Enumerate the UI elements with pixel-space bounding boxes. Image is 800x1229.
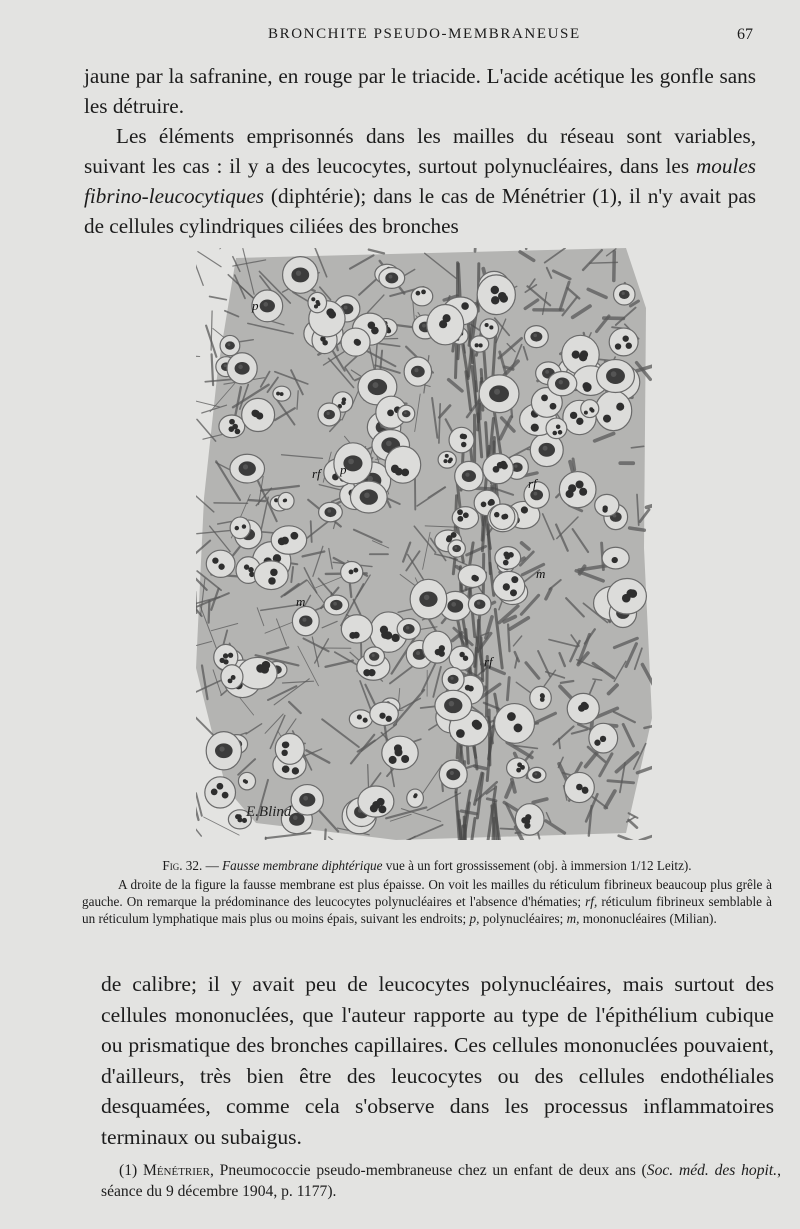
cell-nucleus-lobe bbox=[570, 412, 577, 419]
cell-nucleus-lobe bbox=[521, 506, 528, 513]
cell-nucleus-lobe bbox=[503, 583, 510, 590]
cell-nucleus-lobe bbox=[615, 343, 621, 349]
cell-nucleus-lobe bbox=[582, 787, 589, 794]
cell-nucleus-lobe bbox=[579, 488, 587, 496]
cell-nucleolus bbox=[534, 773, 537, 776]
cell-nucleus-lobe bbox=[451, 532, 457, 538]
cell bbox=[423, 631, 452, 663]
cell-nucleus-lobe bbox=[232, 424, 238, 430]
cell-nucleus-lobe bbox=[540, 697, 545, 702]
cell-nucleus-lobe bbox=[401, 468, 409, 476]
caption-body-text: réticulum fibrineux semblable à un réticulum lymphatique mais plus ou moins épais, suivant les endroits; bbox=[82, 894, 772, 926]
cell-nucleus-lobe bbox=[475, 343, 479, 347]
page-number: 67 bbox=[737, 26, 753, 43]
footnote-text: , Pneumococcie pseudo-membraneuse chez un enfant de deux ans ( bbox=[209, 1162, 647, 1179]
cell-nucleolus bbox=[465, 473, 469, 477]
cell-nucleus-lobe bbox=[270, 569, 277, 576]
caption-title-rest: vue à un fort grossissement (obj. à immersion 1/12 Leitz). bbox=[382, 858, 692, 873]
cell-nucleolus bbox=[454, 546, 457, 549]
cell-nucleus-lobe bbox=[218, 564, 224, 570]
cell-nucleolus bbox=[494, 389, 500, 395]
cell-nucleus-lobe bbox=[377, 798, 385, 806]
paragraph-2-text-b: (diphtérie); dans le cas de Ménétrier (1), il n'y avait pas de cellules cylindriques ciliées des bronches bbox=[84, 184, 756, 238]
fibrin-strand bbox=[501, 829, 514, 830]
fibrin-strand bbox=[196, 355, 200, 356]
cell-nucleus-lobe bbox=[541, 394, 548, 401]
cell-nucleolus bbox=[514, 464, 517, 467]
cell-nucleus-lobe bbox=[500, 294, 508, 302]
cell-nucleolus bbox=[386, 441, 392, 447]
cell-nucleus-lobe bbox=[228, 678, 233, 683]
paragraph-2-emphasis: moules fibrino-leucocytiques bbox=[84, 154, 756, 208]
cell-nucleolus bbox=[372, 654, 375, 657]
cell-nucleus-lobe bbox=[443, 459, 447, 463]
fibrin-strand bbox=[507, 678, 509, 700]
cell-nucleus-lobe bbox=[314, 304, 318, 308]
cell-nucleus-lobe bbox=[540, 693, 545, 698]
cell-nucleus-lobe bbox=[251, 410, 258, 417]
cell bbox=[230, 517, 250, 539]
cell-nucleus-lobe bbox=[457, 516, 463, 522]
figure-label-rf: rf bbox=[528, 476, 537, 491]
micrograph-illustration bbox=[196, 248, 652, 840]
cell bbox=[477, 275, 515, 315]
cell-nucleus-lobe bbox=[211, 788, 218, 795]
cell-nucleus-lobe bbox=[235, 526, 239, 530]
cell-nucleus-lobe bbox=[603, 415, 611, 423]
cell-nucleus-lobe bbox=[500, 461, 507, 468]
cell-nucleus-lobe bbox=[461, 442, 466, 447]
cell-nucleus-lobe bbox=[576, 784, 583, 791]
cell-nucleus-lobe bbox=[623, 335, 629, 341]
fibrin-strand bbox=[369, 250, 384, 254]
cell bbox=[530, 686, 551, 709]
fibrin-strand bbox=[220, 248, 249, 249]
caption-body bbox=[82, 876, 772, 927]
fibrin-strand bbox=[368, 765, 369, 788]
cell bbox=[275, 734, 304, 765]
fibrin-band-strand bbox=[481, 638, 483, 681]
paragraph-2-text-a: Les éléments emprisonnés dans les mailles du réseau sont variables, suivant les cas : il y a des leucocytes, surtout polynucléaires, dans les bbox=[84, 124, 756, 178]
cell-nucleolus bbox=[293, 815, 298, 820]
cell-nucleolus bbox=[327, 509, 331, 513]
cell-nucleus-lobe bbox=[516, 768, 521, 773]
cell-nucleus-lobe bbox=[459, 652, 464, 657]
fibrin-strand bbox=[329, 837, 341, 840]
fibrin-strand bbox=[647, 502, 652, 507]
cell-nucleus-lobe bbox=[489, 325, 493, 329]
figure-label-rf: rf bbox=[484, 654, 493, 669]
cell-nucleus-lobe bbox=[468, 686, 474, 692]
paragraph-2 bbox=[84, 121, 756, 241]
cell-nucleus-lobe bbox=[481, 502, 487, 508]
cell-nucleus-lobe bbox=[552, 431, 557, 436]
cell-nucleolus bbox=[227, 343, 230, 346]
cell-nucleus-lobe bbox=[349, 569, 354, 574]
cell-nucleolus bbox=[326, 412, 329, 415]
cell-nucleolus bbox=[238, 365, 243, 370]
cell-nucleus-lobe bbox=[341, 401, 345, 405]
paragraph-3: de calibre; il y avait peu de leucocytes polynucléaires, mais surtout des cellules mononuclées, que l'auteur rapporte au type de l'épithélium cubique ou prismatique des bronches capillaires. Ces cellules mononuclées pouvaient, d'ailleurs, très bien être des leucocytes ou des cellules endothéliales desquamées, comme cela s'observe dans les processus inflammatoires terminaux ou subaigus. bbox=[101, 972, 774, 1149]
cell-nucleus-lobe bbox=[460, 434, 465, 439]
cell-nucleus-lobe bbox=[316, 300, 320, 304]
cell-nucleus-lobe bbox=[471, 575, 477, 581]
cell-nucleus-lobe bbox=[524, 818, 530, 824]
cell-nucleus-lobe bbox=[243, 779, 247, 783]
cell-nucleus-lobe bbox=[489, 500, 495, 506]
cell-nucleus-lobe bbox=[387, 409, 394, 416]
cell-nucleus-lobe bbox=[582, 382, 590, 390]
cell-nucleus-lobe bbox=[242, 524, 246, 528]
cell bbox=[595, 391, 631, 431]
cell-nucleus-lobe bbox=[568, 484, 576, 492]
cell-nucleus-lobe bbox=[292, 767, 299, 774]
cell-nucleus-lobe bbox=[457, 509, 463, 515]
cell bbox=[385, 446, 421, 483]
fibrin-strand bbox=[630, 528, 645, 530]
cell-nucleus-lobe bbox=[463, 512, 469, 518]
cell-nucleolus bbox=[333, 602, 337, 606]
fibrin-strand bbox=[614, 252, 615, 281]
cell-nucleus-lobe bbox=[582, 703, 589, 710]
cell-nucleus-lobe bbox=[379, 713, 385, 719]
cell-nucleus-lobe bbox=[401, 755, 409, 763]
cell-nucleus-lobe bbox=[445, 454, 449, 458]
cell-nucleus-lobe bbox=[479, 343, 483, 347]
cell-nucleus-lobe bbox=[600, 736, 606, 742]
fibrin-band-strand bbox=[489, 710, 490, 765]
cell-nucleus-lobe bbox=[507, 712, 516, 721]
cell-nucleolus bbox=[477, 601, 480, 604]
cell-nucleus-lobe bbox=[391, 465, 399, 473]
cell-nucleus-lobe bbox=[353, 568, 358, 573]
cell-nucleus-lobe bbox=[491, 286, 499, 294]
cell-nucleolus bbox=[364, 492, 370, 498]
cell-nucleus-lobe bbox=[550, 403, 557, 410]
cell-nucleus-lobe bbox=[256, 664, 265, 673]
cell bbox=[595, 494, 619, 516]
cell-nucleolus bbox=[344, 306, 348, 310]
cell-nucleolus bbox=[543, 446, 548, 451]
caption-title-emphasis: Fausse membrane diphtérique bbox=[222, 858, 383, 873]
figure-caption bbox=[82, 857, 772, 927]
cell-nucleus-lobe bbox=[328, 311, 336, 319]
cell-nucleus-lobe bbox=[556, 424, 561, 429]
cell bbox=[438, 451, 456, 468]
fibrin-strand bbox=[266, 833, 311, 838]
cell-nucleus-lobe bbox=[386, 716, 392, 722]
cell bbox=[449, 646, 474, 670]
footnote-marker: (1) bbox=[119, 1162, 143, 1179]
fibrin-strand bbox=[311, 521, 312, 542]
fibrin-strand bbox=[640, 836, 652, 840]
cell-nucleus-lobe bbox=[531, 424, 539, 432]
caption-body-text: polynucléaires; bbox=[479, 911, 567, 926]
cell-nucleus-lobe bbox=[514, 724, 523, 733]
cell-nucleus-lobe bbox=[357, 715, 362, 720]
cell-nucleus-lobe bbox=[378, 805, 386, 813]
cell-nucleolus bbox=[534, 492, 538, 496]
cell-nucleolus bbox=[406, 626, 410, 630]
cell-nucleolus bbox=[296, 271, 301, 276]
fibrin-strand bbox=[210, 297, 227, 300]
cell-nucleus-lobe bbox=[322, 340, 328, 346]
cell-nucleolus bbox=[404, 412, 407, 415]
cell-nucleus-lobe bbox=[602, 507, 607, 512]
cell bbox=[480, 319, 499, 339]
cell bbox=[411, 287, 432, 306]
cell-nucleus-lobe bbox=[485, 323, 489, 327]
cell-nucleus-lobe bbox=[248, 567, 253, 572]
cell-nucleus-lobe bbox=[511, 576, 518, 583]
footnote-journal: Soc. méd. des hopit. bbox=[646, 1162, 778, 1179]
cell-nucleus-lobe bbox=[616, 403, 624, 411]
cell-nucleus-lobe bbox=[283, 742, 289, 748]
cell-nucleus-lobe bbox=[461, 302, 469, 310]
cell-nucleus-lobe bbox=[355, 339, 361, 345]
cell-nucleus-lobe bbox=[449, 457, 453, 461]
cell-nucleus-lobe bbox=[212, 557, 218, 563]
fibrin-strand bbox=[249, 500, 265, 501]
cell-nucleus-lobe bbox=[456, 729, 465, 738]
artist-signature: E.Blind bbox=[246, 804, 292, 820]
figure-label-p: p bbox=[252, 298, 259, 313]
footnote-text: , séance du 9 décembre 1904, p. 1177). bbox=[101, 1162, 781, 1200]
running-head bbox=[0, 26, 800, 46]
cell-nucleus-lobe bbox=[395, 748, 403, 756]
cell-nucleus-lobe bbox=[413, 795, 417, 799]
cell-nucleolus bbox=[302, 618, 306, 622]
cell-nucleolus bbox=[451, 602, 456, 607]
cell-nucleus-lobe bbox=[223, 653, 228, 658]
cell-nucleolus bbox=[219, 746, 224, 751]
cell-nucleus-lobe bbox=[576, 418, 583, 425]
cell-nucleus-lobe bbox=[281, 750, 287, 756]
cell-nucleolus bbox=[389, 275, 393, 279]
cell-nucleus-lobe bbox=[594, 740, 600, 746]
cell-nucleus-lobe bbox=[584, 411, 588, 415]
cell-nucleus-lobe bbox=[268, 577, 275, 584]
cell-nucleus-lobe bbox=[282, 766, 289, 773]
cell bbox=[205, 777, 236, 808]
caption-p-key: p, bbox=[469, 911, 480, 926]
cell-nucleus-lobe bbox=[627, 589, 636, 598]
cell-nucleolus bbox=[559, 380, 563, 384]
figure-label-m: m bbox=[536, 566, 546, 581]
cell-nucleus-lobe bbox=[493, 466, 500, 473]
cell bbox=[341, 615, 372, 643]
cell-nucleus-lobe bbox=[494, 512, 499, 517]
fibrin-strand bbox=[196, 260, 203, 285]
cell-nucleus-lobe bbox=[503, 560, 509, 566]
figure-label-rf: rf bbox=[312, 466, 321, 481]
cell-nucleolus bbox=[533, 334, 537, 338]
caption-body-text: mononucléaires (Milian). bbox=[579, 911, 717, 926]
cell-nucleolus bbox=[450, 771, 454, 775]
cell-nucleolus bbox=[373, 382, 379, 388]
figure-label-p: p bbox=[340, 462, 347, 477]
cell-nucleus-lobe bbox=[472, 720, 481, 729]
micrograph-figure bbox=[196, 248, 652, 840]
cell bbox=[271, 526, 306, 554]
cell-nucleus-lobe bbox=[491, 296, 499, 304]
fibrin-strand bbox=[619, 836, 640, 840]
fibrin-strand bbox=[325, 830, 326, 841]
cell-nucleus-lobe bbox=[370, 805, 378, 813]
cell-nucleus-lobe bbox=[416, 291, 421, 296]
cell-nucleolus bbox=[545, 370, 549, 374]
cell-nucleus-lobe bbox=[349, 632, 356, 639]
cell-nucleus-lobe bbox=[229, 419, 235, 425]
cell-nucleolus bbox=[303, 796, 308, 801]
cell-nucleolus bbox=[416, 651, 420, 655]
cell-nucleus-lobe bbox=[283, 499, 287, 503]
cell-nucleolus bbox=[414, 368, 418, 372]
cell-nucleus-lobe bbox=[612, 557, 618, 563]
cell-nucleus-lobe bbox=[501, 514, 506, 519]
figure-label-m: m bbox=[296, 594, 306, 609]
cell-nucleus-lobe bbox=[421, 290, 426, 295]
cell-nucleolus bbox=[622, 292, 625, 295]
cell-nucleus-lobe bbox=[558, 430, 563, 435]
paragraph-1: jaune par la safranine, en rouge par le triacide. L'acide acétique les gonfle sans les détruire. bbox=[84, 64, 756, 118]
cell-nucleolus bbox=[263, 302, 268, 307]
fibrin-strand bbox=[198, 252, 221, 267]
cell-nucleus-lobe bbox=[222, 792, 229, 799]
cell bbox=[546, 418, 567, 439]
running-title: BRONCHITE PSEUDO-MEMBRANEUSE bbox=[268, 26, 581, 42]
cell-nucleus-lobe bbox=[572, 351, 580, 359]
cell-nucleolus bbox=[422, 324, 426, 328]
cell bbox=[449, 427, 474, 452]
cell-nucleus-lobe bbox=[217, 783, 224, 790]
fibrin-strand bbox=[475, 248, 476, 251]
cell-nucleus-lobe bbox=[576, 480, 584, 488]
cell-nucleolus bbox=[611, 371, 617, 377]
cell-nucleus-lobe bbox=[363, 669, 370, 676]
cell bbox=[238, 657, 277, 689]
cell-nucleus-lobe bbox=[280, 392, 284, 396]
caption-dash: — bbox=[202, 858, 223, 873]
cell-nucleus-lobe bbox=[278, 537, 286, 545]
caption-body-text: A droite de la figure la fausse membrane est plus épaisse. On voit les mailles du réticulum fibrineux beaucoup plus grêle à gauche. On remarque la prédominance des leucocytes polynucléaires et l'absence d'hématies; bbox=[82, 877, 772, 909]
cell bbox=[559, 472, 596, 508]
cell-nucleolus bbox=[450, 677, 453, 680]
cell-nucleus-lobe bbox=[580, 350, 588, 358]
figure-number: Fig. 32. bbox=[162, 858, 203, 873]
cell-nucleolus bbox=[348, 459, 354, 465]
cell-nucleus-lobe bbox=[290, 532, 298, 540]
cell-nucleus-lobe bbox=[235, 429, 241, 435]
fibrin-strand bbox=[212, 354, 214, 385]
cell-nucleus-lobe bbox=[384, 631, 392, 639]
cell-nucleolus bbox=[224, 364, 227, 367]
cell-nucleus-lobe bbox=[626, 343, 632, 349]
cell-nucleolus bbox=[449, 701, 455, 707]
cell-nucleus-lobe bbox=[589, 407, 593, 411]
cell-nucleus-lobe bbox=[363, 718, 368, 723]
cell-nucleus-lobe bbox=[235, 814, 240, 819]
cell-nucleus-lobe bbox=[368, 321, 376, 329]
cell-nucleolus bbox=[424, 595, 429, 600]
cell-nucleus-lobe bbox=[391, 634, 399, 642]
cell-nucleus-lobe bbox=[510, 589, 517, 596]
cell-nucleus-lobe bbox=[276, 392, 280, 396]
cell-nucleus-lobe bbox=[438, 650, 444, 656]
fibrin-strand bbox=[629, 820, 637, 828]
cell bbox=[609, 328, 638, 356]
fibrin-strand bbox=[196, 820, 201, 836]
cell bbox=[495, 704, 535, 744]
caption-title bbox=[82, 857, 772, 874]
caption-rf-key: rf, bbox=[585, 894, 598, 909]
cell-nucleus-lobe bbox=[228, 653, 233, 658]
footnote-author: Ménétrier bbox=[142, 1162, 210, 1179]
caption-m-key: m, bbox=[566, 911, 580, 926]
fibrin-strand bbox=[209, 601, 210, 623]
cell-nucleus-lobe bbox=[443, 314, 451, 322]
cell-nucleus-lobe bbox=[505, 554, 511, 560]
cell-nucleus-lobe bbox=[220, 658, 225, 663]
cell bbox=[254, 561, 288, 590]
cell-nucleus-lobe bbox=[311, 297, 315, 301]
cell-nucleolus bbox=[243, 464, 248, 469]
footnote bbox=[101, 1160, 781, 1202]
cell-nucleus-lobe bbox=[389, 756, 397, 764]
